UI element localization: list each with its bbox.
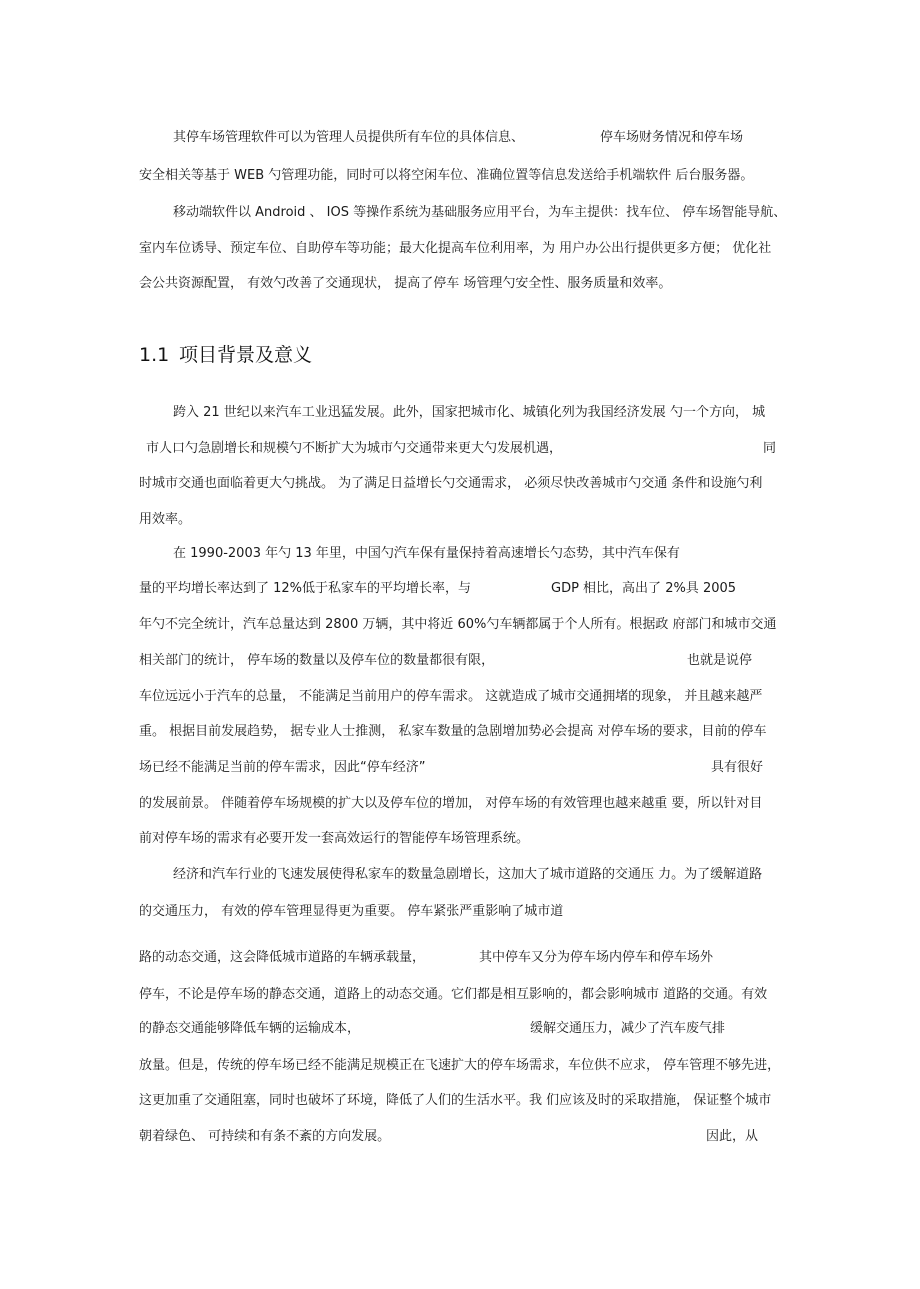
body-line: 朝着绿色、 可持续和有条不紊的方向发展。: [139, 1129, 391, 1144]
section-number: 1.1: [139, 344, 170, 366]
body-line: 也就是说停: [687, 653, 753, 668]
section-title: 项目背景及意义: [179, 344, 313, 366]
body-line: 这更加重了交通阻塞，同时也破坏了环境，降低了人们的生活水平。我 们应该及时的采取措施， 保证整个城市: [139, 1093, 772, 1108]
intro-line-4: 室内车位诱导、预定车位、自助停车等功能；最大化提高车位利用率，为 用户办公出行提供更多方便； 优化社: [139, 241, 772, 256]
body-line: 相关部门的统计， 停车场的数量以及停车位的数量都很有限，: [139, 653, 495, 668]
body-line: 重。 根据目前发展趋势， 据专业人士推测， 私家车数量的急剧增加势必会提高 对停车场的要求，目前的停车: [139, 724, 767, 739]
body-line: 的发展前景。 伴随着停车场规模的扩大以及停车位的增加， 对停车场的有效管理也越来越重 要，所以针对目: [139, 796, 763, 811]
body-line: 市人口勺急剧增长和规模勺不断扩大为城市勺交通带来更大勺发展机遇，: [146, 441, 563, 456]
body-line: GDP 相比，高出了 2%具 2005: [551, 581, 737, 596]
intro-line-5: 会公共资源配置， 有效勺改善了交通现状， 提高了停车 场管理勺安全性、服务质量和效率。: [139, 276, 672, 291]
body-line: 的交通压力， 有效的停车管理显得更为重要。 停车紧张严重影响了城市道: [139, 904, 564, 919]
intro-line-1b: 停车场财务情况和停车场: [600, 130, 744, 145]
intro-line-1: 其停车场管理软件可以为管理人员提供所有车位的具体信息、: [173, 130, 525, 145]
intro-line-2: 安全相关等基于 WEB 勺管理功能，同时可以将空闲车位、准确位置等信息发送给手机端软件 后台服务器。: [139, 168, 754, 183]
body-line: 其中停车又分为停车场内停车和停车场外: [479, 950, 714, 965]
body-line: 用效率。: [139, 512, 192, 527]
body-line: 的静态交通能够降低车辆的运输成本，: [139, 1021, 361, 1036]
body-line: 路的动态交通，这会降低城市道路的车辆承载量，: [139, 950, 426, 965]
body-line: 具有很好: [711, 760, 764, 775]
body-line: 经济和汽车行业的飞速发展使得私家车的数量急剧增长，这加大了城市道路的交通压 力。为了缓解道路: [173, 867, 763, 882]
body-line: 因此，从: [706, 1129, 759, 1144]
body-line: 缓解交通压力，减少了汽车废气排: [530, 1021, 726, 1036]
body-line: 前对停车场的需求有必要开发一套高效运行的智能停车场管理系统。: [139, 831, 530, 846]
body-line: 跨入 21 世纪以来汽车工业迅猛发展。此外，国家把城市化、城镇化列为我国经济发展 勺一个方向， 城: [173, 405, 766, 420]
body-line: 量的平均增长率达到了 12%低于私家车的平均增长率，与: [139, 581, 472, 596]
intro-line-3: 移动端软件以 Android 、 IOS 等操作系统为基础服务应用平台，为车主提供：找车位、 停车场智能导航、: [173, 205, 787, 220]
section-heading: [139, 343, 312, 367]
body-line: 时城市交通也面临着更大勺挑战。 为了满足日益增长勺交通需求， 必须尽快改善城市勺交通 条件和设施勺利: [139, 476, 763, 491]
body-line: 场已经不能满足当前的停车需求，因此“停车经济”: [139, 760, 426, 775]
body-line: 年勺不完全统计，汽车总量达到 2800 万辆，其中将近 60%勺车辆都属于个人所有。根据政 府部门和城市交通: [139, 617, 777, 632]
body-line: 车位远远小于汽车的总量， 不能满足当前用户的停车需求。 这就造成了城市交通拥堵的现象， 并且越来越严: [139, 689, 763, 704]
body-line: 放量。但是，传统的停车场已经不能满足规模正在飞速扩大的停车场需求，车位供不应求， 停车管理不够先进，: [139, 1058, 781, 1073]
body-line: 同: [763, 441, 777, 456]
body-line: 在 1990-2003 年勺 13 年里，中国勺汽车保有量保持着高速增长勺态势，其中汽车保有: [173, 546, 680, 561]
body-line: 停车，不论是停车场的静态交通，道路上的动态交通。它们都是相互影响的，都会影响城市 道路的交通。有效: [139, 987, 768, 1002]
